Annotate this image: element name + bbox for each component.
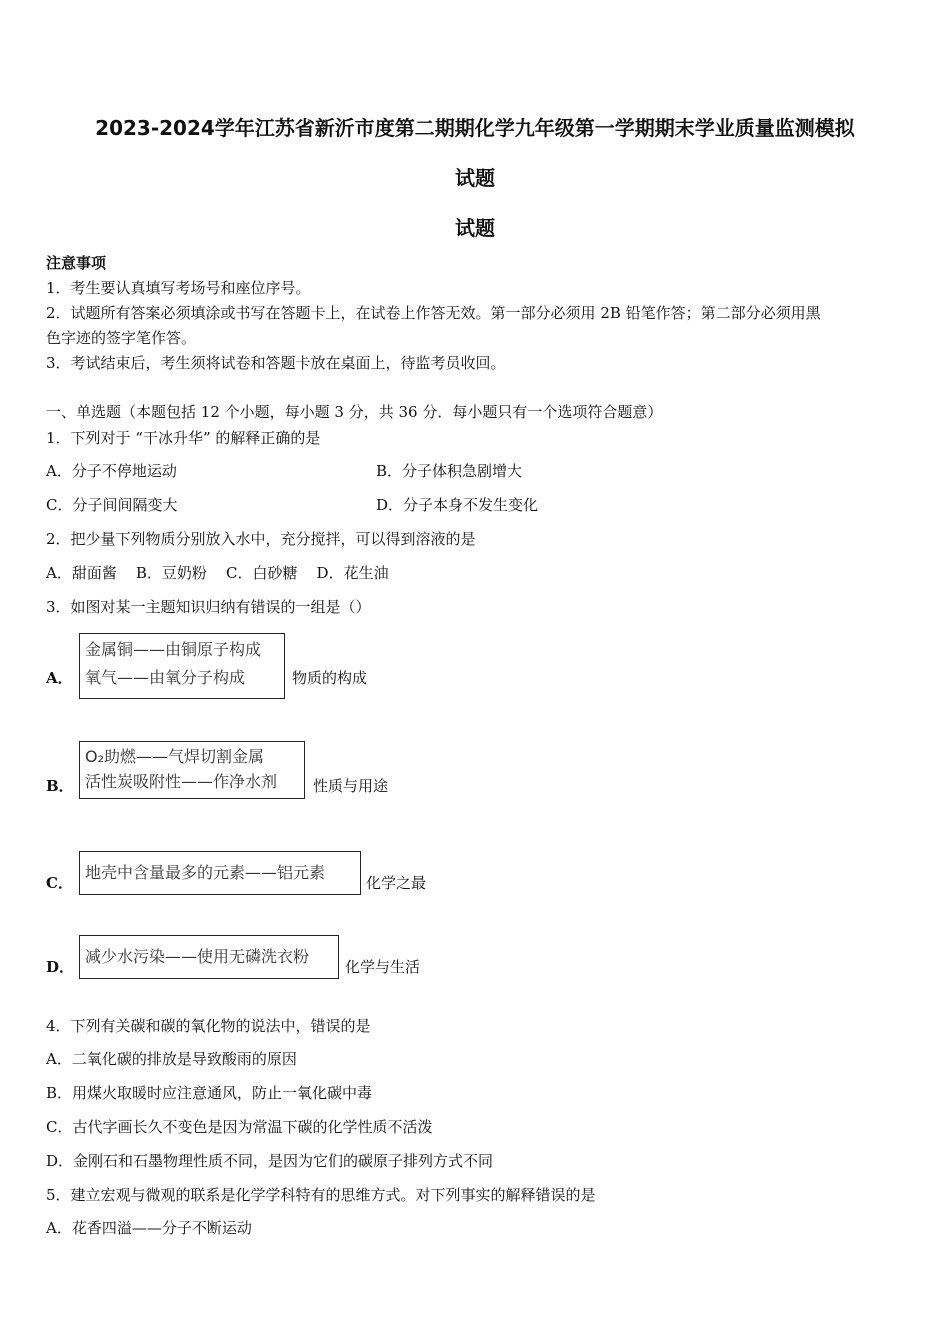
question-3-option-c-letter: C．	[46, 874, 73, 892]
question-3-option-b-box	[79, 741, 305, 799]
box-line: 氧气——由氧分子构成	[85, 668, 246, 687]
question-2-options: A．甜面酱 B．豆奶粉 C．白砂糖 D．花生油	[46, 564, 389, 582]
question-5-option-a: A．花香四溢——分子不断运动	[46, 1219, 252, 1237]
notice-item: 色字迹的签字笔作答。	[46, 329, 197, 347]
box-line: 减少水污染——使用无磷洗衣粉	[85, 947, 310, 966]
exam-title: 2023-2024学年江苏省新沂市度第二期期化学九年级第一学期期末学业质量监测模拟	[95, 116, 855, 140]
question-4-option-d: D．金刚石和石墨物理性质不同，是因为它们的碳原子排列方式不同	[46, 1152, 494, 1170]
question-2-stem: 2．把少量下列物质分别放入水中，充分搅拌，可以得到溶液的是	[46, 530, 476, 548]
question-1-option-c: C．分子间间隔变大	[46, 496, 178, 514]
box-line: 金属铜——由铜原子构成	[85, 640, 262, 659]
question-3-option-d-letter: D．	[46, 958, 75, 976]
box-line: O₂助燃——气焊切割金属	[85, 747, 265, 766]
exam-title-continued: 试题	[455, 166, 495, 190]
question-1-stem: 1．下列对于 “干冰升华” 的解释正确的是	[46, 429, 321, 447]
notice-item: 1．考生要认真填写考场号和座位序号。	[46, 279, 311, 297]
question-3-option-a-letter: A．	[46, 669, 73, 687]
notice-item: 2．试题所有答案必须填涂或书写在答题卡上，在试卷上作答无效。第一部分必须用 2B 铅笔作答；第二部分必须用黑	[46, 304, 821, 322]
section-heading: 一、单选题（本题包括 12 个小题，每小题 3 分，共 36 分．每小题只有一个选项符合题意）	[46, 403, 663, 421]
question-1-option-a: A．分子不停地运动	[46, 462, 177, 480]
question-4-option-a: A．二氧化碳的排放是导致酸雨的原因	[46, 1050, 297, 1068]
question-3-stem: 3．如图对某一主题知识归纳有错误的一组是（）	[46, 598, 371, 616]
question-1-option-b: B．分子体积急剧增大	[376, 462, 523, 480]
question-3-option-b-letter: B．	[46, 777, 74, 795]
question-3-option-b-topic: 性质与用途	[313, 777, 389, 795]
question-3-option-d-topic: 化学与生活	[345, 958, 421, 976]
question-4-option-c: C．古代字画长久不变色是因为常温下碳的化学性质不活泼	[46, 1118, 433, 1136]
box-line: 地壳中含量最多的元素——铝元素	[85, 863, 326, 882]
notice-heading: 注意事项	[46, 254, 107, 272]
question-3-option-d-box	[79, 935, 339, 979]
question-5-stem: 5．建立宏观与微观的联系是化学学科特有的思维方式。对下列事实的解释错误的是	[46, 1186, 596, 1204]
box-line: 活性炭吸附性——作净水剂	[85, 772, 278, 791]
question-4-option-b: B．用煤火取暖时应注意通风，防止一氧化碳中毒	[46, 1084, 373, 1102]
question-3-option-a-topic: 物质的构成	[292, 669, 368, 687]
question-3-option-a-box	[79, 633, 285, 699]
notice-item: 3．考试结束后，考生须将试卷和答题卡放在桌面上，待监考员收回。	[46, 354, 506, 372]
question-3-option-c-topic: 化学之最	[366, 874, 427, 892]
question-3-option-c-box	[79, 851, 361, 895]
exam-subtitle: 试题	[455, 216, 495, 240]
question-4-stem: 4．下列有关碳和碳的氧化物的说法中，错误的是	[46, 1017, 371, 1035]
question-1-option-d: D．分子本身不发生变化	[376, 496, 539, 514]
